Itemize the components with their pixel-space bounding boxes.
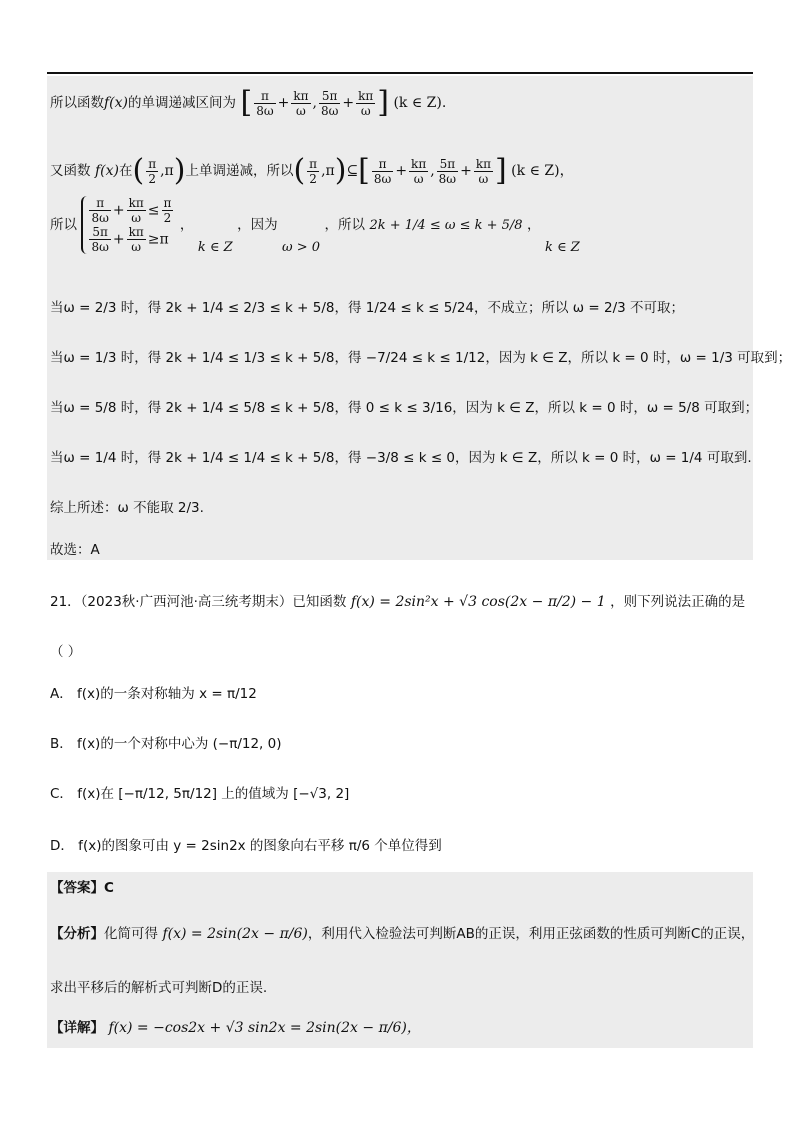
solution-line-4: 当ω = 2/3 时，得 2k + 1/4 ≤ 2/3 ≤ k + 5/8，得 1/24 ≤ k ≤ 5/24，不成立；所以 ω = 2/3 不可取； [50, 300, 685, 316]
solution-line-6: 当ω = 5/8 时，得 2k + 1/4 ≤ 5/8 ≤ k + 5/8，得 0 ≤ k ≤ 3/16，因为 k ∈ Z，所以 k = 0 时，ω = 5/8 可取到； [50, 400, 759, 416]
answer-label: 【答案】C [50, 880, 114, 896]
detail-line: 【详解】 f(x) = −cos2x + √3 sin2x = 2sin(2x − π/6)， [50, 1020, 421, 1036]
solution-line-5: 当ω = 1/3 时，得 2k + 1/4 ≤ 1/3 ≤ k + 5/8，得 −7/24 ≤ k ≤ 1/12，因为 k ∈ Z，所以 k = 0 时，ω = 1/3 可取到； [50, 350, 792, 366]
solution-shade [47, 76, 753, 560]
option-b: B． f(x)的一个对称中心为 (−π/12, 0) [50, 736, 282, 752]
solution-choice: 故选：A [50, 542, 100, 558]
option-a: A． f(x)的一条对称轴为 x = π/12 [50, 686, 257, 702]
top-rule [47, 72, 753, 74]
solution-line-2: 又函数 f(x)在( $\frac{\pi}{2}$ ,π)上单调递减，所以( $\frac{\pi}{2}$ ,π)⊆[ $\frac{\pi}{8\omega}$ + $\frac{k\pi}{\omega}$ , $\frac{5\pi}{8\omega}$ + $\frac{k\pi}{\omega}$ ] (k ∈ Z)， [50, 153, 574, 188]
solution-line-7: 当ω = 1/4 时，得 2k + 1/4 ≤ 1/4 ≤ k + 5/8，得 −3/8 ≤ k ≤ 0，因为 k ∈ Z，所以 k = 0 时，ω = 1/4 可取到. [50, 450, 752, 466]
solution-line-3: 所以 $\frac{\pi}{8\omega}$ + $\frac{k\pi}{\omega}$ ≤ $\frac{\pi}{2}$ $\frac{5\pi}{8\omega}$ + $\frac{k\pi}{\omega}$ ≥π ， k ∈ Z ，因为 ω > 0 ，所以 2k + 1/4 ≤ ω ≤ k + 5/8 ， k ∈ Z [50, 196, 580, 255]
option-d: D． f(x)的图象可由 y = 2sin2x 的图象向右平移 π/6 个单位得到 [50, 838, 442, 854]
solution-line-1: 所以函数f(x)的单调递减区间为 [ $\frac{\pi}{8\omega}$ + $\frac{k\pi}{\omega}$ , $\frac{5\pi}{8\omega}$ + $\frac{k\pi}{\omega}$ ] (k ∈ Z). [50, 85, 447, 120]
question-paren: （ ） [50, 644, 82, 660]
solution-summary: 综上所述：ω 不能取 2/3. [50, 500, 204, 516]
inequality-system: $\frac{\pi}{8\omega}$ + $\frac{k\pi}{\omega}$ ≤ $\frac{\pi}{2}$ $\frac{5\pi}{8\omega}$ + $\frac{k\pi}{\omega}$ ≥π [81, 196, 175, 254]
analysis-line-2: 求出平移后的解析式可判断D的正误. [50, 980, 268, 996]
option-c: C． f(x)在 [−π/12, 5π/12] 上的值域为 [−√3, 2] [50, 786, 350, 802]
analysis-line: 【分析】化简可得 f(x) = 2sin(2x − π/6)，利用代入检验法可判断AB的正误，利用正弦函数的性质可判断C的正误， [50, 926, 755, 942]
question-stem: 21．（2023秋·广西河池·高三统考期末）已知函数 f(x) = 2sin²x + √3 cos(2x − π/2) − 1 ，则下列说法正确的是 [50, 594, 746, 610]
